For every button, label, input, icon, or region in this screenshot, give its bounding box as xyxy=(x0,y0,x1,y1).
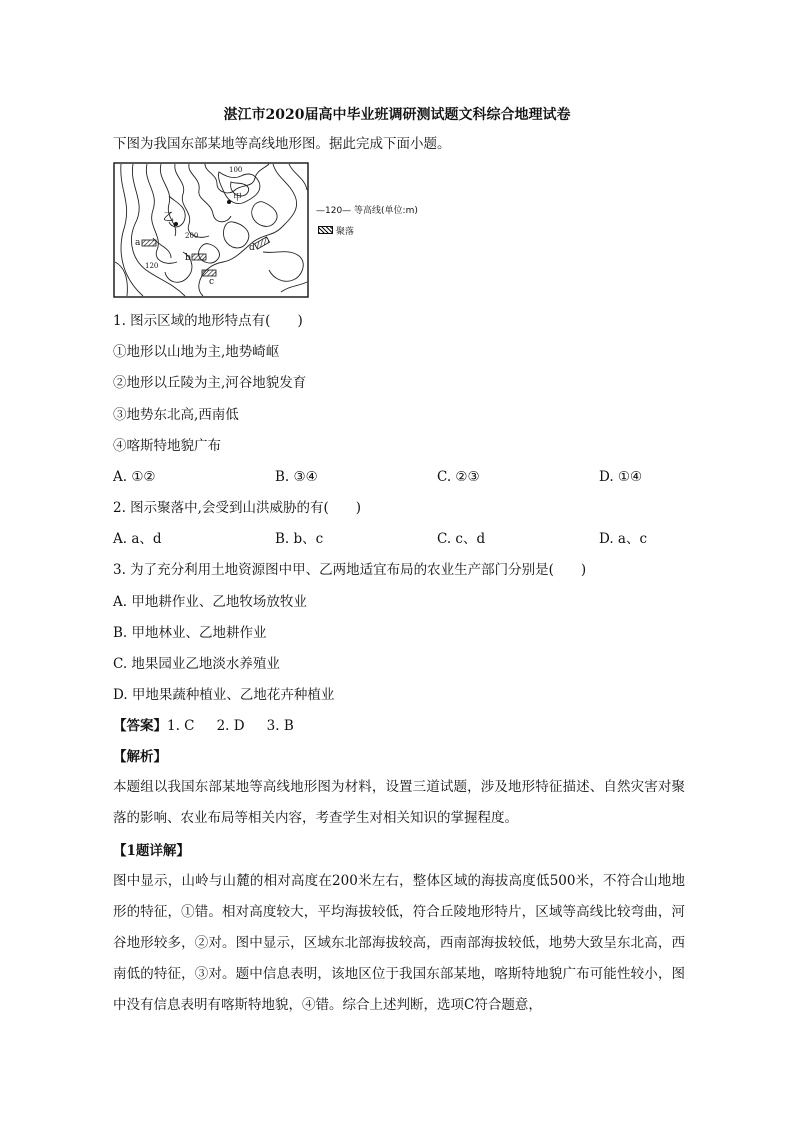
q3-option-a: A. 甲地耕作业、乙地牧场放牧业 xyxy=(113,594,307,610)
q2-option-c: C. c、d xyxy=(437,531,486,547)
point-yi xyxy=(174,222,178,226)
page-title: 湛江市2020届高中毕业班调研测试题文科综合地理试卷 xyxy=(223,107,571,123)
legend-settlement-swatch xyxy=(318,226,333,234)
contour-map xyxy=(113,162,309,298)
detail1-label: 【1题详解】 xyxy=(113,843,190,859)
settlement-c xyxy=(202,270,216,276)
label-b: b xyxy=(185,253,191,263)
q1-option-c: C. ②③ xyxy=(437,469,480,485)
answer-line xyxy=(113,717,294,735)
label-contour-100: 100 xyxy=(229,166,243,174)
q3-stem: 3. 为了充分利用土地资源图中甲、乙两地适宜布局的农业生产部门分别是( ) xyxy=(113,562,587,578)
q1-stem: 1. 图示区域的地形特点有( ) xyxy=(113,313,303,329)
label-yi: 乙 xyxy=(163,210,174,223)
q2-option-a: A. a、d xyxy=(113,531,162,547)
q2-option-b: B. b、c xyxy=(275,531,324,547)
q1-item-4: ④喀斯特地貌广布 xyxy=(113,438,221,454)
q1-item-3: ③地势东北高,西南低 xyxy=(113,407,239,423)
settlement-b xyxy=(192,254,206,260)
analysis-label: 【解析】 xyxy=(113,749,167,765)
q1-item-1: ①地形以山地为主,地势崎岖 xyxy=(113,344,280,360)
detail1-text: 图中显示，山岭与山麓的相对高度在200米左右，整体区域的海拔高度低500米，不符合山地地形的特征，①错。相对高度较大，平均海拔较低，符合丘陵地形特片，区域等高线比较弯曲，河谷地形较多，②对。图中显示，区域东北部海拔较高，西南部海拔较低，地势大致呈东北高，西南低的特征，③对。题中信息表明，该地区位于我国东部某地，喀斯特地貌广布可能性较小，图中没有信息表明有喀斯特地貌，④错。综合上述判断，选项C符合题意， xyxy=(113,873,685,1013)
q3-option-c: C. 地果园业乙地淡水养殖业 xyxy=(113,656,280,672)
label-a: a xyxy=(135,238,141,248)
label-contour-120: 120 xyxy=(145,262,159,270)
intro-text: 下图为我国东部某地等高线地形图。据此完成下面小题。 xyxy=(113,136,451,152)
answer-label: 【答案】 xyxy=(113,718,167,734)
legend-settlement: 聚落 xyxy=(336,227,355,237)
q1-option-b: B. ③④ xyxy=(275,469,318,485)
q1-option-a: A. ①② xyxy=(113,469,156,485)
settlement-a xyxy=(142,240,156,246)
analysis-text: 本题组以我国东部某地等高线地形图为材料，设置三道试题，涉及地形特征描述、自然灾害对聚落的影响、农业布局等相关内容，考查学生对相关知识的掌握程度。 xyxy=(113,779,685,826)
q1-item-2: ②地形以丘陵为主,河谷地貌发育 xyxy=(113,375,307,391)
label-c: c xyxy=(209,277,215,287)
q2-stem: 2. 图示聚落中,会受到山洪威胁的有( ) xyxy=(113,500,361,516)
q1-option-d: D. ①④ xyxy=(599,469,643,485)
label-jia: 甲 xyxy=(233,193,243,203)
legend-contour: —120— 等高线(单位:m) xyxy=(316,206,418,216)
q2-option-d: D. a、c xyxy=(599,531,648,547)
q3-option-d: D. 甲地果蔬种植业、乙地花卉种植业 xyxy=(113,687,335,703)
label-d: d xyxy=(249,243,255,253)
label-contour-200: 200 xyxy=(185,232,199,240)
q3-option-b: B. 甲地林业、乙地耕作业 xyxy=(113,625,267,641)
answer-text: 1. C 2. D 3. B xyxy=(167,718,294,734)
point-jia xyxy=(227,200,231,204)
